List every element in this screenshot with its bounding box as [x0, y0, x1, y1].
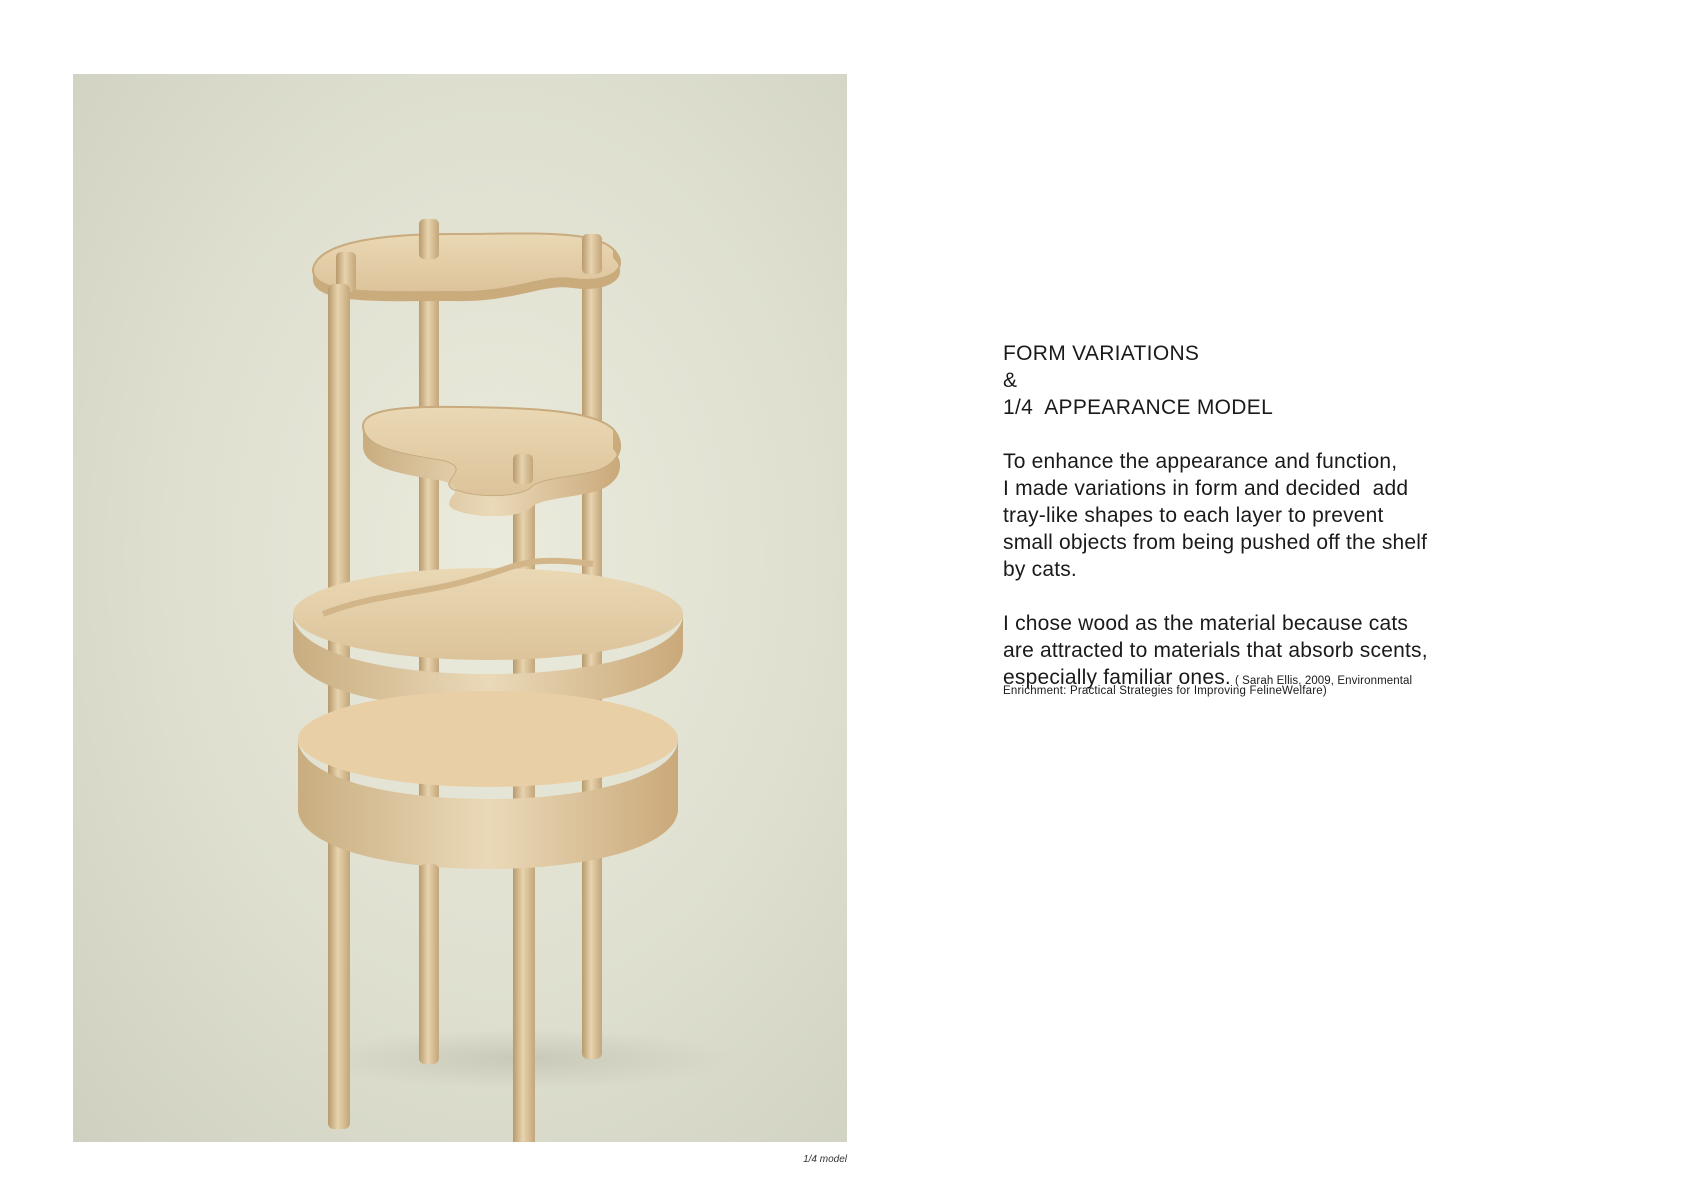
third-shelf: [293, 568, 683, 660]
paragraph1-line: To enhance the appearance and function,: [1003, 450, 1398, 473]
paragraph1-line: tray-like shapes to each layer to prevent: [1003, 504, 1384, 527]
photo-caption: 1/4 model: [803, 1154, 847, 1165]
model-photo: [73, 74, 847, 1142]
wooden-shelf-model-illustration: [73, 74, 847, 1142]
paragraph-design-intent: [1003, 448, 1523, 583]
pole-cap-2: [419, 219, 439, 259]
leg-back-right: [582, 864, 602, 1059]
paragraph1-line: I made variations in form and decided add: [1003, 477, 1409, 500]
pole-cap-4: [513, 454, 533, 484]
description-block: [1003, 340, 1523, 698]
paragraph1-line: small objects from being pushed off the shelf: [1003, 531, 1428, 554]
heading-line-3: 1/4 APPEARANCE MODEL: [1003, 396, 1274, 419]
paragraph2-line: I chose wood as the material because cats: [1003, 612, 1409, 635]
paragraph-material-choice: [1003, 610, 1523, 698]
paragraph2-line: especially familiar ones.: [1003, 666, 1231, 689]
bottom-shelf: [298, 691, 678, 787]
leg-front-right: [513, 874, 535, 1142]
paragraph1-line: by cats.: [1003, 558, 1077, 581]
pole-cap-3: [582, 234, 602, 274]
heading-line-1: FORM VARIATIONS: [1003, 342, 1200, 365]
heading-line-2: &: [1003, 369, 1018, 392]
leg-front-left: [328, 869, 350, 1129]
citation-part-2: Enrichment: Practical Strategies for Improving FelineWelfare): [1003, 685, 1327, 697]
leg-back-left: [419, 864, 439, 1064]
citation-part-1: ( Sarah Ellis, 2009, Environmental: [1234, 675, 1413, 687]
paragraph2-line: are attracted to materials that absorb scents,: [1003, 639, 1428, 662]
